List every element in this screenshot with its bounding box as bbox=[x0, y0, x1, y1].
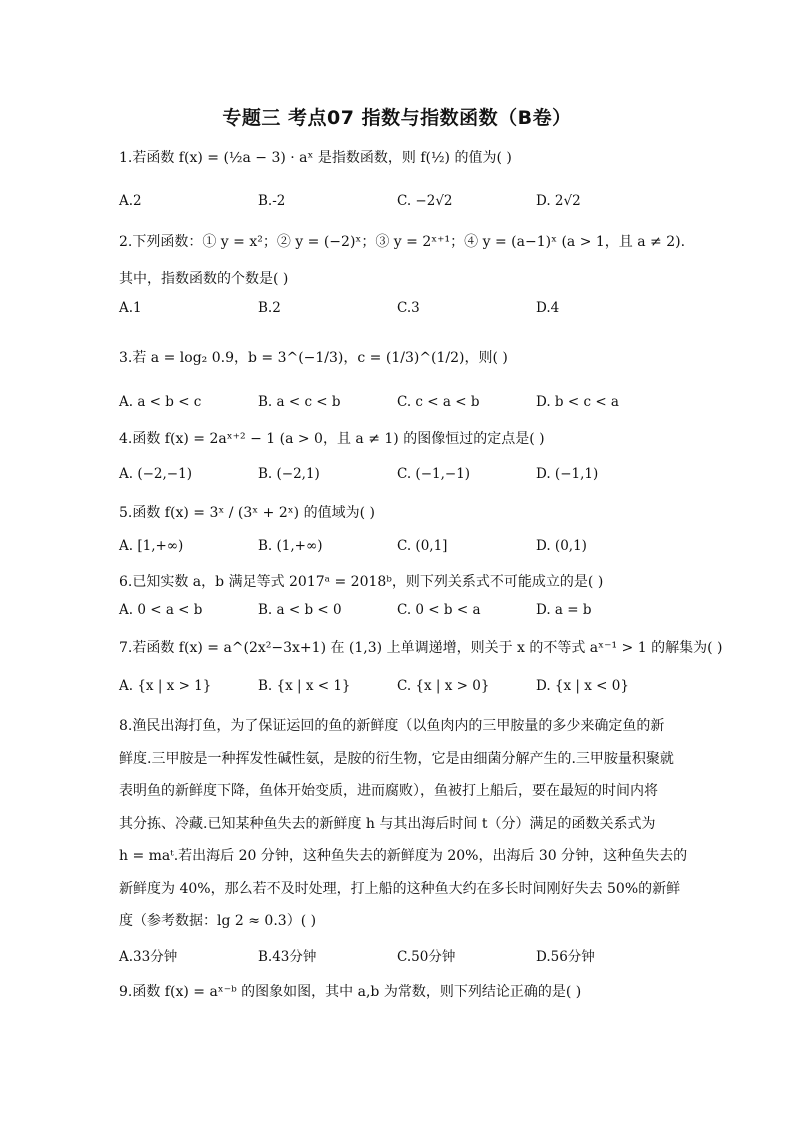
option-b[interactable]: B. a < b < 0 bbox=[258, 602, 342, 618]
question-8-line: 鲜度.三甲胺是一种挥发性碱性氨，是胺的衍生物，它是由细菌分解产生的.三甲胺量积聚就 bbox=[119, 750, 674, 767]
question-3-stem: 3.若 a = log₂ 0.9，b = 3^(−1/3)，c = (1/3)^(1/2)，则( ) bbox=[119, 350, 508, 366]
option-a[interactable]: A.33分钟 bbox=[119, 949, 178, 965]
option-b[interactable]: B.-2 bbox=[258, 193, 286, 209]
question-8-line: 新鲜度为 40%，那么若不及时处理，打上船的这种鱼大约在多长时间刚好失去 50%的新鲜 bbox=[119, 880, 681, 897]
option-b[interactable]: B.43分钟 bbox=[258, 949, 317, 965]
option-c[interactable]: C. (0,1] bbox=[397, 538, 448, 554]
option-a[interactable]: A. {x | x > 1} bbox=[119, 678, 212, 694]
option-c[interactable]: C.3 bbox=[397, 300, 420, 316]
option-d[interactable]: D. (0,1) bbox=[536, 538, 587, 554]
option-a[interactable]: A. a < b < c bbox=[119, 394, 202, 410]
option-b[interactable]: B.2 bbox=[258, 300, 281, 316]
question-8-line: 度（参考数据：lg 2 ≈ 0.3）( ) bbox=[119, 913, 317, 929]
option-a[interactable]: A. [1,+∞) bbox=[119, 538, 184, 554]
option-d[interactable]: D. b < c < a bbox=[536, 394, 619, 410]
option-d[interactable]: D.56分钟 bbox=[536, 949, 595, 965]
option-c[interactable]: C.50分钟 bbox=[397, 949, 456, 965]
option-a[interactable]: A. (−2,−1) bbox=[119, 466, 192, 482]
option-a[interactable]: A.2 bbox=[119, 193, 142, 209]
option-d[interactable]: D. (−1,1) bbox=[536, 466, 599, 482]
question-2-stem: 2.下列函数：① y = x²；② y = (−2)ˣ；③ y = 2ˣ⁺¹；④ y = (a−1)ˣ (a > 1，且 a ≠ 2). bbox=[119, 234, 686, 250]
question-7-options bbox=[119, 678, 679, 698]
option-c[interactable]: C. 0 < b < a bbox=[397, 602, 481, 618]
option-a[interactable]: A.1 bbox=[119, 300, 142, 316]
question-8-options bbox=[119, 945, 679, 965]
question-9-stem: 9.函数 f(x) = aˣ⁻ᵇ 的图象如图，其中 a,b 为常数，则下列结论正确的是( ) bbox=[119, 984, 582, 1000]
question-8-line: h = maᵗ.若出海后 20 分钟，这种鱼失去的新鲜度为 20%，出海后 30 分钟，这种鱼失去的 bbox=[119, 848, 688, 864]
question-1-stem: 1.若函数 f(x) = (½a − 3) · aˣ 是指数函数，则 f(½) 的值为( ) bbox=[119, 150, 512, 166]
option-b[interactable]: B. a < c < b bbox=[258, 394, 341, 410]
option-c[interactable]: C. (−1,−1) bbox=[397, 466, 471, 482]
question-8-line: 8.渔民出海打鱼，为了保证运回的鱼的新鲜度（以鱼肉内的三甲胺量的多少来确定鱼的新 bbox=[119, 718, 665, 734]
option-c[interactable]: C. c < a < b bbox=[397, 394, 480, 410]
question-6-stem: 6.已知实数 a，b 满足等式 2017ᵃ = 2018ᵇ，则下列关系式不可能成立的是( ) bbox=[119, 574, 604, 590]
question-2-options bbox=[119, 300, 679, 320]
option-c[interactable]: C. −2√2 bbox=[397, 193, 453, 209]
question-5-stem: 5.函数 f(x) = 3ˣ / (3ˣ + 2ˣ) 的值域为( ) bbox=[119, 505, 375, 521]
question-2-stem-line2: 其中，指数函数的个数是( ) bbox=[119, 271, 289, 287]
question-8-stem bbox=[119, 710, 688, 938]
question-3-options bbox=[119, 394, 679, 414]
question-4-stem: 4.函数 f(x) = 2aˣ⁺² − 1 (a > 0，且 a ≠ 1) 的图像恒过的定点是( ) bbox=[119, 431, 545, 447]
option-a[interactable]: A. 0 < a < b bbox=[119, 602, 203, 618]
question-6-options bbox=[119, 602, 679, 622]
question-4-options bbox=[119, 466, 679, 486]
page-title: 专题三 考点07 指数与指数函数（B卷） bbox=[222, 107, 572, 129]
question-5-options bbox=[119, 538, 679, 558]
question-8-line: 表明鱼的新鲜度下降，鱼体开始变质，进而腐败），鱼被打上船后，要在最短的时间内将 bbox=[119, 783, 658, 799]
question-7-stem: 7.若函数 f(x) = a^(2x²−3x+1) 在 (1,3) 上单调递增，则关于 x 的不等式 aˣ⁻¹ > 1 的解集为( ) bbox=[119, 640, 723, 656]
question-1-options bbox=[119, 193, 679, 213]
option-d[interactable]: D. a = b bbox=[536, 602, 592, 618]
option-b[interactable]: B. {x | x < 1} bbox=[258, 678, 351, 694]
option-c[interactable]: C. {x | x > 0} bbox=[397, 678, 490, 694]
option-d[interactable]: D. 2√2 bbox=[536, 193, 581, 209]
option-b[interactable]: B. (−2,1) bbox=[258, 466, 320, 482]
question-8-line: 其分拣、冷藏.已知某种鱼失去的新鲜度 h 与其出海后时间 t（分）满足的函数关系式为 bbox=[119, 815, 656, 832]
option-d[interactable]: D. {x | x < 0} bbox=[536, 678, 629, 694]
option-b[interactable]: B. (1,+∞) bbox=[258, 538, 323, 554]
option-d[interactable]: D.4 bbox=[536, 300, 560, 316]
